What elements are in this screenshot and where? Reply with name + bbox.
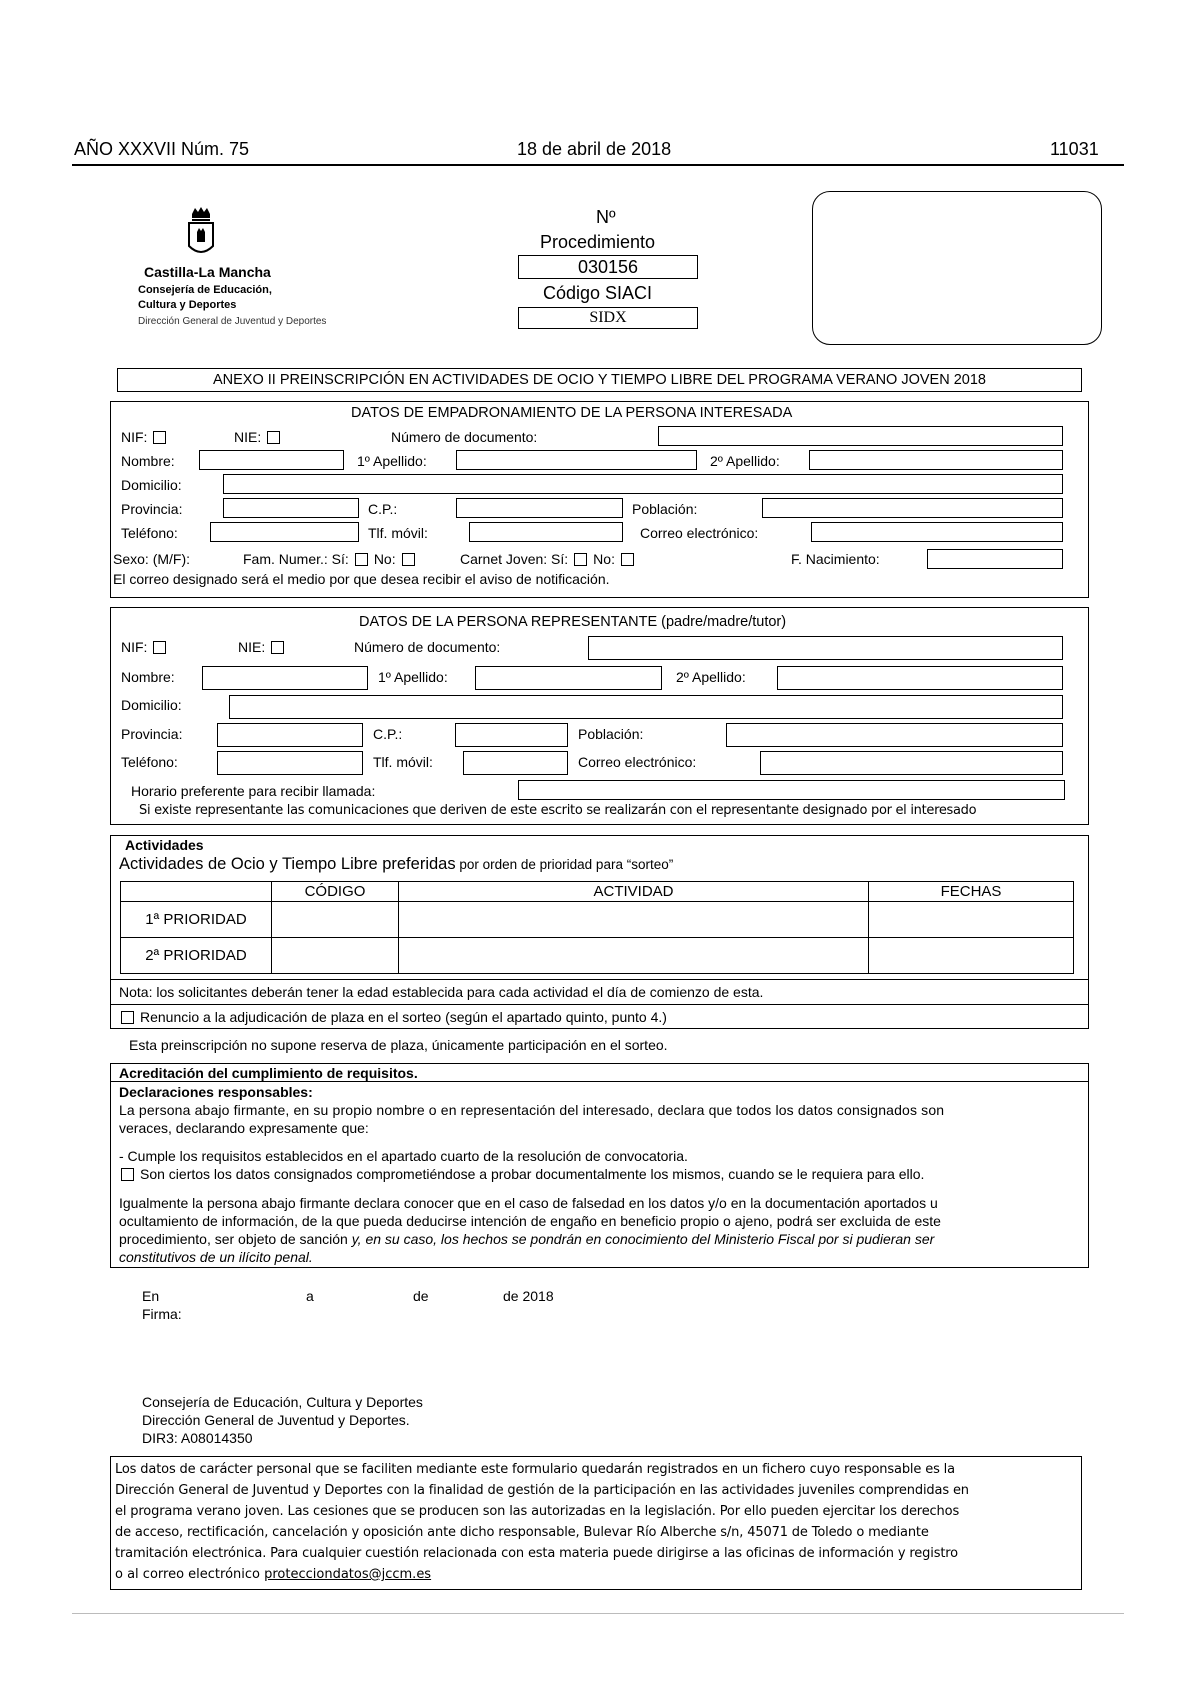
carnet-joven-label: Carnet Joven: Sí: [460, 551, 569, 567]
falsedad-line-4: constitutivos de un ilícito penal. [119, 1249, 313, 1265]
rep-apellido2-label: 2º Apellido: [676, 669, 746, 685]
firma-en-label: En [142, 1288, 160, 1304]
datos-ciertos-checkbox[interactable] [121, 1168, 134, 1181]
edad-nota: Nota: los solicitantes deberán tener la edad establecida para cada actividad el día de comienzo de esta. [119, 984, 764, 1000]
fam-numerosa-row [243, 551, 415, 567]
privacy-line-3: el programa verano joven. Las cesiones que se producen son las autorizadas en la legislación. Por ello pueden ejercitar los derechos [115, 1504, 960, 1519]
poblacion-field[interactable] [762, 498, 1063, 518]
rep-telefono-label: Teléfono: [121, 754, 178, 770]
falsedad-line-3b: y, en su caso, los hechos se pondrán en conocimiento del Ministerio Fiscal por si pudieran ser [351, 1231, 935, 1247]
fam-numerosa-no-label: No: [373, 551, 396, 567]
bulletin-issue: AÑO XXXVII Núm. 75 [74, 139, 250, 159]
declaracion-line-2: veraces, declarando expresamente que: [119, 1120, 369, 1136]
apellido2-label: 2º Apellido: [710, 453, 780, 469]
representante-title: DATOS DE LA PERSONA REPRESENTANTE (padre/madre/tutor) [359, 614, 787, 630]
nacimiento-field[interactable] [927, 549, 1063, 569]
renuncia-checkbox[interactable] [121, 1011, 134, 1024]
rep-apellido1-field[interactable] [475, 666, 662, 690]
sexo-label: Sexo: (M/F): [113, 551, 191, 567]
siaci-code: SIDX [518, 307, 698, 329]
provincia-field[interactable] [223, 498, 359, 518]
rep-nif-label: NIF: [121, 639, 148, 655]
rep-nif-checkbox[interactable] [153, 641, 166, 654]
header-cell-actividad: ACTIVIDAD [399, 882, 869, 902]
nif-label: NIF: [121, 429, 148, 445]
domicilio-field[interactable] [223, 474, 1063, 494]
carnet-joven-no-checkbox[interactable] [621, 553, 634, 566]
horario-label: Horario preferente para recibir llamada: [131, 783, 376, 799]
privacy-email-link[interactable]: protecciondatos@jccm.es [264, 1567, 432, 1582]
rep-nie-checkbox[interactable] [271, 641, 284, 654]
rep-domicilio-field[interactable] [229, 695, 1063, 719]
rep-nie-label: NIE: [238, 639, 266, 655]
destino-line-2: Dirección General de Juventud y Deportes. [142, 1412, 410, 1428]
procedure-code: 030156 [518, 255, 698, 279]
requisitos-line: - Cumple los requisitos establecidos en el apartado cuarto de la resolución de convocatoria. [119, 1148, 688, 1164]
nombre-label: Nombre: [121, 453, 175, 469]
row-label-priority-2: 2ª PRIORIDAD [121, 938, 272, 974]
destino-line-1: Consejería de Educación, Cultura y Deportes [142, 1394, 423, 1410]
rep-telefono-field[interactable] [217, 751, 363, 775]
fam-numerosa-label: Fam. Numer.: Sí: [243, 551, 349, 567]
firma-a-label: a [306, 1288, 314, 1304]
falsedad-line-2: ocultamiento de información, de la que pueda deducirse intención de engaño en beneficio propio o ajeno, podrá ser excluida de este [119, 1213, 941, 1229]
movil-field[interactable] [469, 522, 623, 542]
registry-stamp-box [812, 191, 1102, 345]
header-rule [72, 164, 1124, 166]
header-cell-empty [121, 882, 272, 902]
rep-apellido1-label: 1º Apellido: [378, 669, 448, 685]
priority-table-header [121, 882, 1074, 902]
actividades-subtitle-main: Actividades de Ocio y Tiempo Libre preferidas [119, 855, 456, 873]
department-line-2: Cultura y Deportes [138, 299, 237, 311]
correo-field[interactable] [811, 522, 1063, 542]
document-number-field[interactable] [658, 426, 1063, 446]
codigo-cell-2[interactable] [272, 938, 399, 974]
nie-row [234, 429, 280, 445]
footer-rule [72, 1613, 1124, 1614]
nie-label: NIE: [234, 429, 262, 445]
interesada-title: DATOS DE EMPADRONAMIENTO DE LA PERSONA INTERESADA [351, 405, 793, 421]
codigo-cell-1[interactable] [272, 902, 399, 938]
row-label-priority-1: 1ª PRIORIDAD [121, 902, 272, 938]
representante-note: Si existe representante las comunicaciones que deriven de este escrito se realizarán con el representante designado por el interesado [139, 803, 977, 818]
apellido1-field[interactable] [456, 450, 697, 470]
siaci-label: Código SIACI [543, 283, 653, 303]
nif-checkbox[interactable] [153, 431, 166, 444]
fam-numerosa-si-checkbox[interactable] [355, 553, 368, 566]
horario-field[interactable] [518, 780, 1065, 800]
actividad-cell-2[interactable] [399, 938, 869, 974]
directorate-name: Dirección General de Juventud y Deportes [138, 316, 327, 327]
reserva-aviso: Esta preinscripción no supone reserva de plaza, únicamente participación en el sorteo. [129, 1037, 668, 1053]
acreditacion-divider [110, 1081, 1089, 1082]
rep-correo-field[interactable] [760, 751, 1063, 775]
rep-nombre-label: Nombre: [121, 669, 175, 685]
table-row [121, 902, 1074, 938]
destino-line-3: DIR3: A08014350 [142, 1430, 253, 1446]
movil-label: Tlf. móvil: [368, 525, 428, 541]
firma-de-label: de [413, 1288, 429, 1304]
datos-ciertos-row [121, 1166, 924, 1182]
privacy-line-4: de acceso, rectificación, cancelación y oposición ante dicho responsable, Bulevar Río Alberche s/n, 45071 de Toledo o mediante [115, 1525, 929, 1540]
rep-nie-row [238, 639, 284, 655]
header-cell-fechas: FECHAS [869, 882, 1074, 902]
fechas-cell-2[interactable] [869, 938, 1074, 974]
nie-checkbox[interactable] [267, 431, 280, 444]
nota-divider [110, 979, 1089, 980]
fechas-cell-1[interactable] [869, 902, 1074, 938]
privacy-line-2: Dirección General de Juventud y Deportes con la finalidad de gestión de la participación en las actividades juveniles comprendidas en [115, 1483, 969, 1498]
n-label: Nº [596, 207, 616, 227]
rep-nif-row [121, 639, 166, 655]
region-name: Castilla-La Mancha [144, 264, 271, 280]
privacy-line-6 [115, 1567, 431, 1582]
bulletin-date: 18 de abril de 2018 [517, 139, 672, 159]
correo-label: Correo electrónico: [640, 525, 759, 541]
rep-movil-label: Tlf. móvil: [373, 754, 433, 770]
privacy-line-5: tramitación electrónica. Para cualquier cuestión relacionada con esta materia puede dirigirse a las oficinas de información y registro [115, 1546, 958, 1561]
actividades-subtitle [119, 855, 673, 874]
rep-document-number-label: Número de documento: [354, 639, 501, 655]
telefono-field[interactable] [210, 522, 359, 542]
falsedad-line-1: Igualmente la persona abajo firmante declara conocer que en el caso de falsedad en los datos y/o en la documentación aportados u [119, 1195, 938, 1211]
carnet-joven-no-label: No: [593, 551, 615, 567]
notification-note: El correo designado será el medio por que desea recibir el aviso de notificación. [113, 571, 610, 587]
page-number: 11031 [1050, 139, 1099, 159]
carnet-joven-si-checkbox[interactable] [574, 553, 587, 566]
rep-cp-field[interactable] [455, 723, 568, 747]
firma-label: Firma: [142, 1306, 182, 1322]
falsedad-line-3 [119, 1231, 934, 1247]
nif-row [121, 429, 166, 445]
nombre-field[interactable] [199, 450, 344, 470]
privacy-line-1: Los datos de carácter personal que se faciliten mediante este formulario quedarán registrados en un fichero cuyo responsable es la [115, 1462, 955, 1477]
priority-table [120, 881, 1074, 974]
firma-year-label: de 2018 [503, 1288, 554, 1304]
declaraciones-title: Declaraciones responsables: [119, 1084, 313, 1100]
apellido2-field[interactable] [809, 450, 1063, 470]
rep-apellido2-field[interactable] [777, 666, 1063, 690]
telefono-label: Teléfono: [121, 525, 178, 541]
datos-ciertos-label: Son ciertos los datos consignados comprometiéndose a probar documentalmente los mismos, cuando se le requiera para ello. [140, 1166, 925, 1182]
rep-correo-label: Correo electrónico: [578, 754, 697, 770]
rep-provincia-label: Provincia: [121, 726, 183, 742]
cp-label: C.P.: [368, 501, 398, 517]
table-row [121, 938, 1074, 974]
acreditacion-title: Acreditación del cumplimiento de requisitos. [119, 1065, 418, 1081]
header-cell-codigo: CÓDIGO [272, 882, 399, 902]
procedure-label: Procedimiento [540, 232, 656, 252]
renuncia-divider [110, 1004, 1089, 1005]
domicilio-label: Domicilio: [121, 477, 182, 493]
carnet-joven-row [460, 551, 634, 567]
rep-provincia-field[interactable] [217, 723, 363, 747]
rep-domicilio-label: Domicilio: [121, 697, 182, 713]
cp-field[interactable] [456, 498, 623, 518]
actividad-cell-1[interactable] [399, 902, 869, 938]
rep-movil-field[interactable] [463, 751, 568, 775]
renuncia-row [121, 1009, 667, 1025]
rep-poblacion-label: Población: [578, 726, 644, 742]
actividades-subtitle-rest: por orden de prioridad para “sorteo” [455, 857, 674, 872]
provincia-label: Provincia: [121, 501, 183, 517]
department-line-1: Consejería de Educación, [138, 284, 272, 296]
nacimiento-label: F. Nacimiento: [791, 551, 880, 567]
renuncia-label: Renuncio a la adjudicación de plaza en el sorteo (según el apartado quinto, punto 4.) [140, 1009, 667, 1025]
fam-numerosa-no-checkbox[interactable] [402, 553, 415, 566]
falsedad-line-3a: procedimiento, ser objeto de sanción [119, 1231, 352, 1247]
privacy-line-6-prefix: o al correo electrónico [115, 1567, 265, 1582]
apellido1-label: 1º Apellido: [357, 453, 427, 469]
coat-of-arms-icon [186, 206, 216, 260]
rep-document-number-field[interactable] [588, 636, 1063, 660]
rep-cp-label: C.P.: [373, 726, 403, 742]
poblacion-label: Población: [632, 501, 698, 517]
declaracion-line-1: La persona abajo firmante, en su propio nombre o en representación del interesado, declara que todos los datos consignados son [119, 1102, 945, 1118]
rep-nombre-field[interactable] [202, 666, 368, 690]
form-title: ANEXO II PREINSCRIPCIÓN EN ACTIVIDADES DE OCIO Y TIEMPO LIBRE DEL PROGRAMA VERANO JOVEN 2018 [117, 368, 1082, 392]
rep-poblacion-field[interactable] [726, 723, 1063, 747]
document-number-label: Número de documento: [391, 429, 538, 445]
actividades-title: Actividades [125, 837, 204, 853]
